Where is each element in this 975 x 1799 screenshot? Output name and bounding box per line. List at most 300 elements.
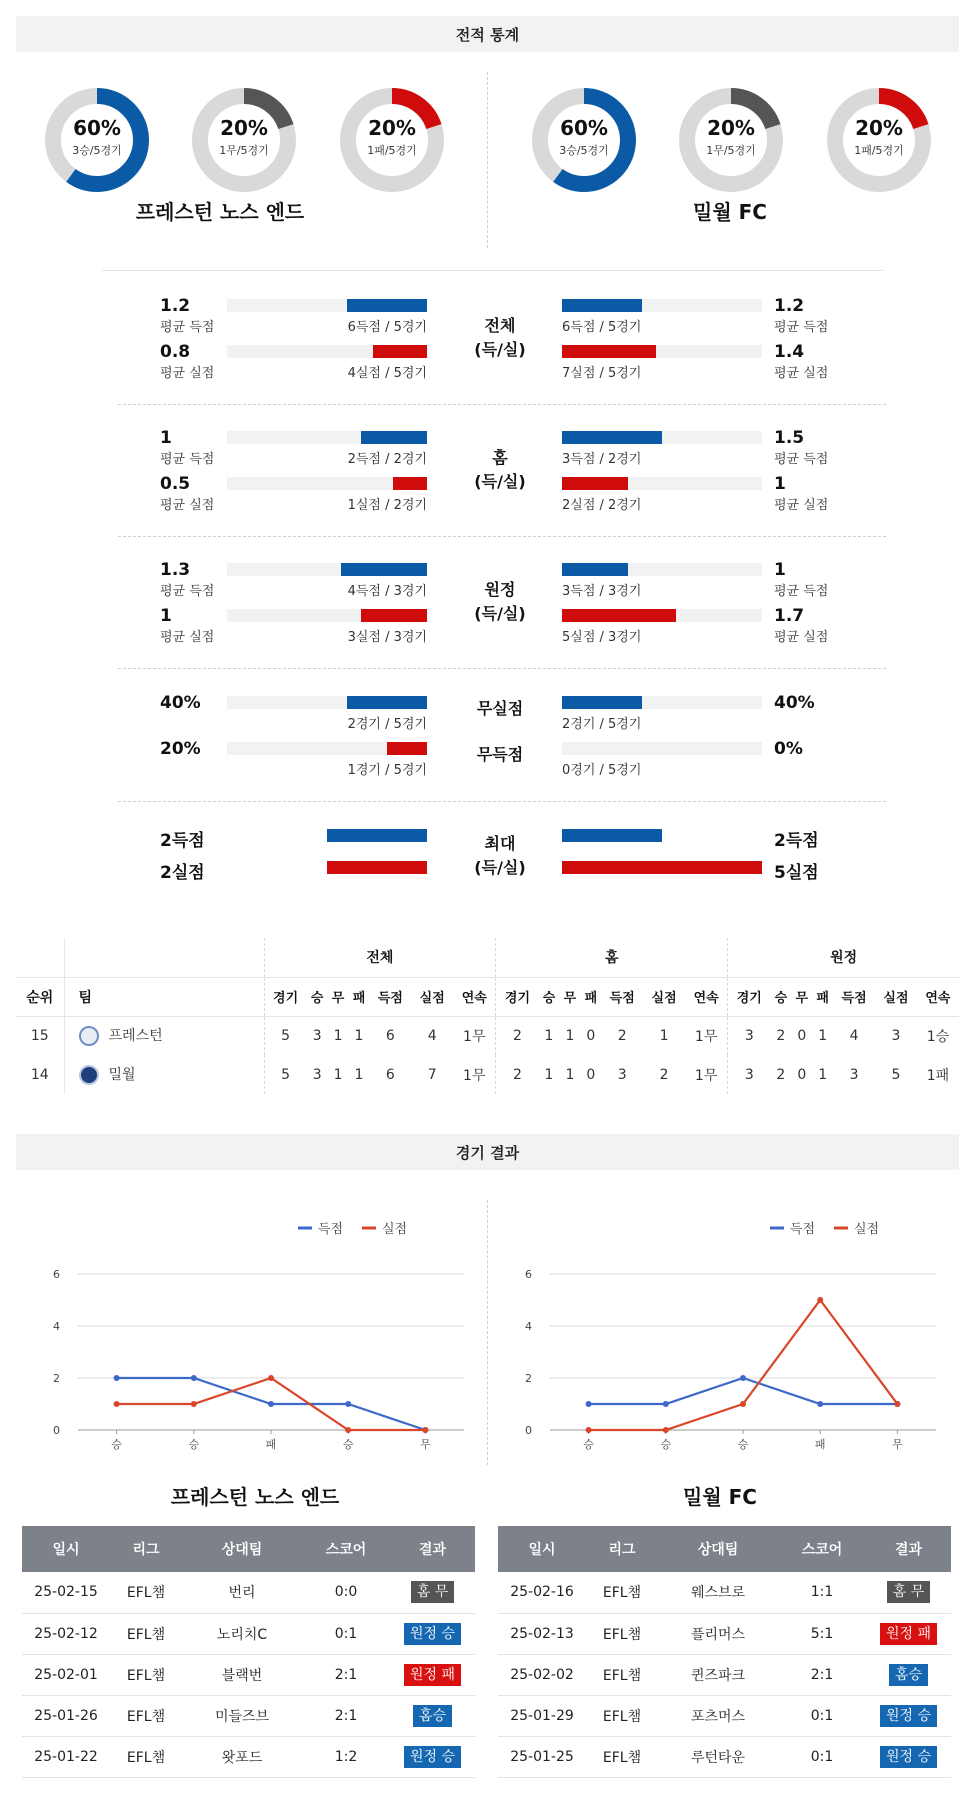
away-donut-0 (530, 86, 638, 194)
stat-1-home-for-label: 평균 득점 (160, 452, 215, 467)
away-donut-1 (677, 86, 785, 194)
cell-away-6: 1패 (926, 1067, 950, 1084)
stat-0-away-for-note: 6득점 / 5경기 (562, 320, 642, 335)
stat-2-home-for-bar-fill (341, 563, 427, 576)
col-header-경기: 경기 (496, 977, 539, 1016)
date-cell: 25-02-02 (498, 1654, 586, 1695)
x-tick-label: 승 (583, 1438, 594, 1451)
cell-away-4: 4 (849, 1027, 859, 1044)
home-team-title: 프레스턴 노스 엔드 (135, 200, 305, 224)
stat-3-home-for-bar-fill (347, 696, 427, 709)
donut-caption: 3승/5경기 (559, 144, 609, 157)
stat-3-home-for-value: 40% (160, 693, 201, 713)
col-header-패: 패 (349, 977, 370, 1016)
divider (118, 801, 886, 802)
col-header-득점: 득점 (833, 977, 875, 1016)
results-header-3: 스코어 (302, 1526, 390, 1572)
max-home-0-value: 2득점 (160, 831, 205, 851)
standings-row (16, 1016, 959, 1055)
opponent-cell[interactable]: 퀸즈파크 (658, 1654, 778, 1695)
results-header-row (498, 1526, 951, 1572)
stat-1-away-for-note: 3득점 / 2경기 (562, 452, 642, 467)
opponent-cell[interactable]: 번리 (182, 1572, 302, 1613)
results-row (22, 1572, 475, 1613)
team-header: 팀 (64, 977, 264, 1016)
result-badge: 원정 승 (404, 1623, 461, 1645)
standings-group-header (16, 938, 959, 977)
stat-1-away-for-bar-track (562, 431, 762, 444)
cell-home-3: 0 (586, 1027, 596, 1044)
series-1-point (422, 1427, 428, 1433)
donut-percent: 20% (368, 116, 416, 140)
results-row (22, 1654, 475, 1695)
results-row (22, 1613, 475, 1654)
divider (102, 270, 884, 271)
divider (118, 404, 886, 405)
legend-label-0: 득점 (318, 1222, 344, 1237)
cell-all-3: 1 (354, 1066, 364, 1083)
result-badge: 원정 패 (404, 1664, 461, 1686)
results-row (22, 1736, 475, 1777)
col-header-승: 승 (539, 977, 560, 1016)
result-badge: 홈 무 (411, 1581, 455, 1603)
stat-3-away-for-value: 40% (774, 693, 815, 713)
stat-1-away-for-value: 1.5 (774, 428, 805, 448)
results-row (498, 1736, 951, 1777)
stat-2-away-for-label: 평균 득점 (774, 584, 829, 599)
standings-col-header (16, 977, 959, 1016)
series-1-point (114, 1401, 120, 1407)
series-0-point (114, 1375, 120, 1381)
stat-3-label-2: 무득점 (476, 745, 524, 764)
stat-0-home-against-bar-fill (373, 345, 427, 358)
stat-0-away-for-bar-track (562, 299, 762, 312)
cell-all-1: 3 (312, 1066, 322, 1083)
cell-home-0: 2 (512, 1066, 522, 1083)
max-home-0-bar-track (227, 829, 427, 842)
y-tick-label: 6 (525, 1268, 532, 1281)
donut-chart (43, 86, 151, 194)
cell-all-4: 6 (385, 1027, 395, 1044)
results-header-2: 상대팀 (658, 1526, 778, 1572)
cell-home-6: 1무 (685, 1016, 728, 1055)
stat-2-home-against-value: 1 (160, 606, 172, 626)
stat-0-home-for-bar-track (227, 299, 427, 312)
stat-3-away-for-bar-track (562, 696, 762, 709)
cell-away-1: 2 (776, 1066, 786, 1083)
opponent-cell[interactable]: 미들즈브 (182, 1695, 302, 1736)
stat-0-home-for-note: 6득점 / 5경기 (347, 320, 427, 335)
donut-caption: 1패/5경기 (367, 144, 417, 157)
results-header-2: 상대팀 (182, 1526, 302, 1572)
series-0-point (345, 1401, 351, 1407)
result-cell (390, 1736, 475, 1777)
donut-caption: 3승/5경기 (72, 144, 122, 157)
chart-divider (487, 1200, 488, 1465)
league-cell: EFL챔 (110, 1695, 182, 1736)
col-header-무: 무 (328, 977, 349, 1016)
stat-3-away-for-bar-fill (562, 696, 642, 709)
cell-all-0: 5 (281, 1066, 291, 1083)
result-cell (866, 1736, 951, 1777)
cell-home-0: 2 (512, 1027, 522, 1044)
away-donut-2 (825, 86, 933, 194)
stat-3-home-against-note: 1경기 / 5경기 (347, 763, 427, 778)
stat-2-away-for-bar-track (562, 563, 762, 576)
x-tick-label: 승 (111, 1438, 122, 1451)
stat-1-away-against-bar-track (562, 477, 762, 490)
away-results-table (498, 1526, 951, 1778)
opponent-cell[interactable]: 루턴타운 (658, 1736, 778, 1777)
donut-caption: 1무/5경기 (706, 144, 756, 157)
cell-away-3: 1 (818, 1066, 828, 1083)
team-name[interactable]: 밀월 (108, 1067, 136, 1083)
stat-0-away-against-note: 7실점 / 5경기 (562, 366, 642, 381)
away-results-title: 밀월 FC (683, 1485, 757, 1509)
stat-0-home-against-bar-track (227, 345, 427, 358)
x-tick-label: 무 (420, 1438, 431, 1451)
donut-chart (677, 86, 785, 194)
standings-row (16, 1055, 959, 1094)
league-cell: EFL챔 (110, 1736, 182, 1777)
cell-all-3: 1 (354, 1027, 364, 1044)
opponent-cell[interactable]: 노리치C (182, 1613, 302, 1654)
league-cell: EFL챔 (110, 1572, 182, 1613)
stat-0-home-against-label: 평균 실점 (160, 366, 215, 381)
results-row (498, 1572, 951, 1613)
cell-home-4: 3 (617, 1066, 627, 1083)
stat-1-label-sub: (득/실) (474, 472, 526, 491)
x-tick-label: 승 (342, 1438, 354, 1451)
stat-2-home-for-note: 4득점 / 3경기 (347, 584, 427, 599)
series-0-point (817, 1401, 823, 1407)
x-tick-label: 무 (892, 1438, 903, 1451)
donut-percent: 20% (220, 116, 268, 140)
date-cell: 25-01-22 (22, 1736, 110, 1777)
stat-2-away-against-bar-track (562, 609, 762, 622)
result-cell (390, 1654, 475, 1695)
stat-1-home-for-value: 1 (160, 428, 172, 448)
results-header-1: 리그 (110, 1526, 182, 1572)
stat-2-home-for-value: 1.3 (160, 560, 191, 580)
stat-0-away-against-bar-fill (562, 345, 656, 358)
stat-1-label: 홈 (492, 448, 508, 467)
series-1-point (586, 1427, 592, 1433)
stat-2-away-against-bar-fill (562, 609, 676, 622)
x-tick-label: 승 (660, 1438, 672, 1451)
series-0-point (268, 1401, 274, 1407)
results-header-row (22, 1526, 475, 1572)
y-tick-label: 4 (53, 1320, 60, 1333)
blank-cell (16, 938, 64, 977)
opponent-cell[interactable]: 웨스브로 (658, 1572, 778, 1613)
stat-2-away-for-note: 3득점 / 3경기 (562, 584, 642, 599)
opponent-cell[interactable]: 왓포드 (182, 1736, 302, 1777)
blank-cell (64, 938, 264, 977)
col-header-무: 무 (559, 977, 580, 1016)
stat-2-home-against-note: 3실점 / 3경기 (347, 630, 427, 645)
series-1-point (191, 1401, 197, 1407)
stat-1-away-against-bar-fill (562, 477, 628, 490)
stat-0-home-against-value: 0.8 (160, 342, 191, 362)
cell-all-1: 3 (312, 1027, 322, 1044)
league-cell: EFL챔 (110, 1613, 182, 1654)
score-cell: 0:1 (778, 1695, 866, 1736)
result-badge: 홈승 (889, 1664, 928, 1686)
cell-home-6: 1무 (685, 1055, 728, 1094)
col-header-승: 승 (770, 977, 791, 1016)
standings-table (16, 938, 959, 1094)
col-header-연속: 연속 (453, 977, 496, 1016)
x-tick-label: 승 (737, 1438, 749, 1451)
results-header-3: 스코어 (778, 1526, 866, 1572)
cell-all-2: 1 (333, 1066, 343, 1083)
results-header-0: 일시 (22, 1526, 110, 1572)
results-row (22, 1695, 475, 1736)
stat-0-home-against-note: 4실점 / 5경기 (347, 366, 427, 381)
series-1-point (817, 1297, 823, 1303)
home-donut-0 (43, 86, 151, 194)
col-header-실점: 실점 (643, 977, 685, 1016)
x-tick-label: 패 (265, 1438, 277, 1451)
cell-home-1: 1 (544, 1027, 554, 1044)
stat-2-home-against-label: 평균 실점 (160, 630, 215, 645)
stat-2-home-against-bar-track (227, 609, 427, 622)
max-label-sub: (득/실) (474, 858, 526, 877)
stat-1-home-against-bar-fill (393, 477, 427, 490)
rank-cell: 15 (16, 1016, 64, 1055)
stat-1-home-for-bar-track (227, 431, 427, 444)
score-cell: 1:1 (778, 1572, 866, 1613)
cell-away-2: 0 (797, 1066, 807, 1083)
max-home-1-bar-fill (327, 861, 427, 874)
stat-1-home-against-label: 평균 실점 (160, 498, 215, 513)
col-header-무: 무 (791, 977, 812, 1016)
stat-3-away-against-note: 0경기 / 5경기 (562, 763, 642, 778)
team-name[interactable]: 프레스턴 (108, 1028, 163, 1045)
stat-1-away-against-value: 1 (774, 474, 786, 494)
donut-chart (338, 86, 446, 194)
col-header-실점: 실점 (875, 977, 917, 1016)
y-tick-label: 2 (53, 1372, 60, 1385)
result-badge: 원정 패 (880, 1623, 937, 1645)
stat-1-home-for-note: 2득점 / 2경기 (347, 452, 427, 467)
team-cell (64, 1055, 264, 1094)
cell-all-5: 4 (427, 1027, 437, 1044)
date-cell: 25-02-13 (498, 1613, 586, 1654)
max-home-0-bar-fill (327, 829, 427, 842)
away-team-title: 밀월 FC (693, 200, 767, 224)
donut-chart (530, 86, 638, 194)
result-cell (866, 1613, 951, 1654)
max-away-0-bar-fill (562, 829, 662, 842)
cell-away-0: 3 (744, 1027, 754, 1044)
cell-all-5: 7 (427, 1066, 437, 1083)
stat-0-away-against-bar-track (562, 345, 762, 358)
stat-0-away-for-bar-fill (562, 299, 642, 312)
donut-percent: 20% (707, 116, 755, 140)
score-cell: 2:1 (302, 1654, 390, 1695)
y-tick-label: 0 (53, 1424, 60, 1437)
max-home-1-bar-track (227, 861, 427, 874)
stat-1-home-against-bar-track (227, 477, 427, 490)
max-away-1-bar-track (562, 861, 762, 874)
rank-cell: 14 (16, 1055, 64, 1094)
legend-label-0: 득점 (790, 1222, 816, 1237)
max-label: 최대 (484, 834, 516, 853)
result-cell (866, 1572, 951, 1613)
stat-1-away-for-label: 평균 득점 (774, 452, 829, 467)
cell-away-0: 3 (744, 1066, 754, 1083)
league-cell: EFL챔 (586, 1613, 658, 1654)
result-badge: 홈승 (413, 1705, 452, 1727)
series-0-point (586, 1401, 592, 1407)
series-1-point (894, 1401, 900, 1407)
cell-all-0: 5 (281, 1027, 291, 1044)
opponent-cell[interactable]: 플리머스 (658, 1613, 778, 1654)
home-donut-2 (338, 86, 446, 194)
away-results-chart (488, 1186, 958, 1476)
stat-0-home-for-value: 1.2 (160, 296, 191, 316)
score-cell: 1:2 (302, 1736, 390, 1777)
cell-home-5: 2 (659, 1066, 669, 1083)
stat-0-away-for-value: 1.2 (774, 296, 805, 316)
result-cell (866, 1654, 951, 1695)
results-header-1: 리그 (586, 1526, 658, 1572)
cell-away-5: 5 (891, 1066, 901, 1083)
y-tick-label: 0 (525, 1424, 532, 1437)
cell-away-5: 3 (891, 1027, 901, 1044)
rank-header: 순위 (16, 977, 64, 1016)
col-header-패: 패 (580, 977, 601, 1016)
donut-chart (190, 86, 298, 194)
score-cell: 5:1 (778, 1613, 866, 1654)
result-cell (390, 1572, 475, 1613)
stat-3-home-against-value: 20% (160, 739, 201, 759)
millwall-logo-icon (79, 1065, 99, 1085)
cell-all-2: 1 (333, 1027, 343, 1044)
series-0-point (663, 1401, 669, 1407)
stat-2-away-for-value: 1 (774, 560, 786, 580)
divider (118, 668, 886, 669)
x-tick-label: 승 (188, 1438, 200, 1451)
result-badge: 홈 무 (887, 1581, 931, 1603)
stat-1-away-against-note: 2실점 / 2경기 (562, 498, 642, 513)
stat-3-label: 무실점 (476, 699, 524, 718)
cell-away-4: 3 (849, 1066, 859, 1083)
score-cell: 0:1 (302, 1613, 390, 1654)
donut-chart (825, 86, 933, 194)
stat-1-away-against-label: 평균 실점 (774, 498, 829, 513)
home-results-table (22, 1526, 475, 1778)
col-header-실점: 실점 (411, 977, 453, 1016)
stat-2-away-against-note: 5실점 / 3경기 (562, 630, 642, 645)
stat-2-label-sub: (득/실) (474, 604, 526, 623)
y-tick-label: 4 (525, 1320, 532, 1333)
league-cell: EFL챔 (586, 1695, 658, 1736)
col-header-연속: 연속 (917, 977, 959, 1016)
series-1-point (268, 1375, 274, 1381)
cell-home-2: 1 (565, 1027, 575, 1044)
home-results-title: 프레스턴 노스 엔드 (170, 1485, 340, 1509)
date-cell: 25-01-29 (498, 1695, 586, 1736)
cell-away-3: 1 (818, 1027, 828, 1044)
stat-3-home-against-bar-fill (387, 742, 427, 755)
league-cell: EFL챔 (586, 1572, 658, 1613)
stat-3-home-for-note: 2경기 / 5경기 (347, 717, 427, 732)
standings-group-2: 원정 (728, 938, 959, 977)
stat-2-home-for-label: 평균 득점 (160, 584, 215, 599)
stat-0-home-for-label: 평균 득점 (160, 320, 215, 335)
stat-0-home-for-bar-fill (347, 299, 427, 312)
col-header-경기: 경기 (728, 977, 771, 1016)
series-1-point (663, 1427, 669, 1433)
legend-label-1: 실점 (382, 1222, 408, 1237)
stat-1-home-against-value: 0.5 (160, 474, 191, 494)
y-tick-label: 6 (53, 1268, 60, 1281)
result-badge: 원정 승 (404, 1746, 461, 1768)
col-header-연속: 연속 (685, 977, 728, 1016)
donut-caption: 1무/5경기 (219, 144, 269, 157)
donut-caption: 1패/5경기 (854, 144, 904, 157)
stat-1-away-for-bar-fill (562, 431, 662, 444)
stat-1-home-against-note: 1실점 / 2경기 (347, 498, 427, 513)
cell-home-3: 0 (586, 1066, 596, 1083)
x-tick-label: 패 (814, 1438, 826, 1451)
series-0-point (191, 1375, 197, 1381)
cell-home-5: 1 (659, 1027, 669, 1044)
stat-0-label-sub: (득/실) (474, 340, 526, 359)
result-cell (866, 1695, 951, 1736)
cell-all-6: 1무 (453, 1055, 496, 1094)
stat-2-home-against-bar-fill (361, 609, 427, 622)
opponent-cell[interactable]: 포츠머스 (658, 1695, 778, 1736)
league-cell: EFL챔 (586, 1736, 658, 1777)
results-header-4: 결과 (390, 1526, 475, 1572)
results-row (498, 1654, 951, 1695)
max-away-1-value: 5실점 (774, 863, 819, 883)
series-1-point (740, 1401, 746, 1407)
col-header-패: 패 (812, 977, 833, 1016)
cell-home-1: 1 (544, 1066, 554, 1083)
score-cell: 2:1 (302, 1695, 390, 1736)
result-cell (390, 1695, 475, 1736)
results-header-4: 결과 (866, 1526, 951, 1572)
section-title-results: 경기 결과 (16, 1134, 959, 1170)
donut-percent: 60% (560, 116, 608, 140)
league-cell: EFL챔 (586, 1654, 658, 1695)
max-away-0-value: 2득점 (774, 831, 819, 851)
opponent-cell[interactable]: 블랙번 (182, 1654, 302, 1695)
stat-2-away-against-label: 평균 실점 (774, 630, 829, 645)
cell-all-6: 1무 (453, 1016, 496, 1055)
date-cell: 25-01-25 (498, 1736, 586, 1777)
series-1-point (345, 1427, 351, 1433)
score-cell: 0:0 (302, 1572, 390, 1613)
results-header-0: 일시 (498, 1526, 586, 1572)
results-row (498, 1613, 951, 1654)
max-home-1-value: 2실점 (160, 863, 205, 883)
stat-3-away-for-note: 2경기 / 5경기 (562, 717, 642, 732)
col-header-득점: 득점 (601, 977, 643, 1016)
col-header-경기: 경기 (264, 977, 307, 1016)
result-badge: 원정 승 (880, 1705, 937, 1727)
stat-2-label: 원정 (484, 580, 516, 599)
donut-percent: 60% (73, 116, 121, 140)
standings-group-0: 전체 (264, 938, 496, 977)
stat-0-label: 전체 (484, 316, 516, 335)
stat-0-away-against-value: 1.4 (774, 342, 805, 362)
